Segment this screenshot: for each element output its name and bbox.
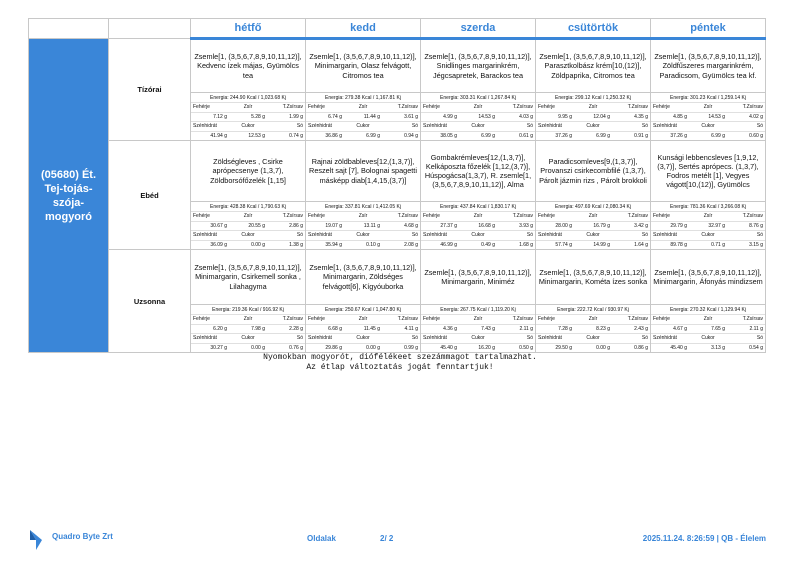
nutrient-value: 27.37 g: [421, 221, 459, 231]
nutrient-label: Szénhidrát: [191, 121, 229, 131]
nutrient-value: 2.11 g: [497, 324, 535, 334]
print-timestamp: 2025.11.24. 8:26:59 | QB - Élelem: [642, 534, 766, 543]
nutrient-label: Fehérje: [651, 211, 689, 221]
energy-value: Energia: 497.69 Kcal / 2,080.34 Kj: [536, 201, 650, 211]
header-blank: [29, 19, 109, 39]
nutrient-value: 7.12 g: [191, 112, 229, 122]
nutrient-label: Szénhidrát: [191, 333, 229, 343]
day-header: péntek: [651, 19, 766, 39]
nutrient-value: 0.00 g: [344, 343, 382, 353]
energy-value: Energia: 781.36 Kcal / 3,266.08 Kj: [651, 201, 765, 211]
nutrient-value: 16.20 g: [459, 343, 497, 353]
nutrient-label: Cukor: [459, 121, 497, 131]
energy-value: Energia: 301.23 Kcal / 1,259.14 Kj: [651, 92, 765, 102]
energy-value: Energia: 270.32 Kcal / 1,129.94 Kj: [651, 304, 765, 314]
nutrient-label: Szénhidrát: [421, 121, 459, 131]
nutrition-grid: [306, 314, 420, 352]
nutrient-value: 0.50 g: [497, 343, 535, 353]
nutrient-label: Cukor: [344, 333, 382, 343]
nutrient-label: Só: [267, 333, 305, 343]
nutrient-label: T.Zsírsav: [727, 102, 765, 112]
nutrient-value: 38.05 g: [421, 131, 459, 141]
nutrition-grid: [191, 102, 305, 140]
company-name: Quadro Byte Zrt: [52, 532, 113, 541]
nutrient-value: 19.07 g: [306, 221, 344, 231]
nutrient-value: 6.99 g: [689, 131, 727, 141]
nutrition-grid: [536, 102, 650, 140]
nutrient-label: Cukor: [459, 333, 497, 343]
nutrient-value: 11.45 g: [344, 324, 382, 334]
menu-cell: [536, 250, 651, 353]
nutrient-label: Só: [382, 121, 420, 131]
nutrient-value: 7.65 g: [689, 324, 727, 334]
nutrient-value: 6.99 g: [344, 131, 382, 141]
energy-value: Energia: 267.75 Kcal / 1,119.20 Kj: [421, 304, 535, 314]
nutrient-value: 6.20 g: [191, 324, 229, 334]
nutrient-value: 6.68 g: [306, 324, 344, 334]
nutrient-label: Zsír: [689, 211, 727, 221]
nutrient-label: Fehérje: [536, 211, 574, 221]
nutrient-label: Szénhidrát: [536, 121, 574, 131]
nutrient-value: 29.86 g: [306, 343, 344, 353]
quadro-byte-logo-icon: [28, 528, 44, 552]
nutrient-value: 35.94 g: [306, 240, 344, 250]
menu-cell: [191, 250, 306, 353]
nutrient-value: 20.55 g: [229, 221, 267, 231]
nutrient-label: Szénhidrát: [306, 333, 344, 343]
nutrient-value: 4.85 g: [651, 112, 689, 122]
nutrient-value: 36.09 g: [191, 240, 229, 250]
menu-cell: [191, 141, 306, 250]
nutrient-value: 0.71 g: [689, 240, 727, 250]
nutrient-label: Fehérje: [191, 102, 229, 112]
nutrient-value: 0.00 g: [574, 343, 612, 353]
nutrient-label: Cukor: [459, 230, 497, 240]
nutrient-label: Só: [382, 230, 420, 240]
nutrient-value: 7.28 g: [536, 324, 574, 334]
nutrient-label: T.Zsírsav: [382, 211, 420, 221]
menu-cell: [306, 141, 421, 250]
nutrient-value: 1.64 g: [612, 240, 650, 250]
menu-body: [29, 39, 766, 353]
nutrient-label: Cukor: [344, 121, 382, 131]
nutrient-value: 41.94 g: [191, 131, 229, 141]
nutrition-grid: [651, 102, 765, 140]
nutrient-value: 7.98 g: [229, 324, 267, 334]
nutrient-label: Szénhidrát: [536, 230, 574, 240]
food-description: Zsemle[1, (3,5,6,7,8,9,10,11,12)], Minimargarin, Olasz felvágott, Citromos tea: [309, 52, 417, 80]
nutrient-label: Zsír: [344, 211, 382, 221]
energy-value: Energia: 244.90 Kcal / 1,023.68 Kj: [191, 92, 305, 102]
nutrient-value: 4.99 g: [421, 112, 459, 122]
nutrient-value: 4.02 g: [727, 112, 765, 122]
nutrient-value: 0.10 g: [344, 240, 382, 250]
nutrient-value: 57.74 g: [536, 240, 574, 250]
energy-value: Energia: 219.36 Kcal / 916.92 Kj: [191, 304, 305, 314]
nutrient-value: 9.95 g: [536, 112, 574, 122]
nutrient-label: Fehérje: [421, 211, 459, 221]
nutrient-label: Cukor: [689, 230, 727, 240]
nutrient-value: 0.76 g: [267, 343, 305, 353]
nutrient-label: Szénhidrát: [421, 333, 459, 343]
day-header: szerda: [421, 19, 536, 39]
meal-name: Uzsonna: [109, 250, 191, 353]
menu-cell: [421, 141, 536, 250]
food-description: Zsemle[1, (3,5,6,7,8,9,10,11,12)], Minimargarin, Zöldséges felvágott[6], Kígyóuborka: [309, 263, 417, 291]
nutrient-value: 3.15 g: [727, 240, 765, 250]
header-blank: [109, 19, 191, 39]
food-description: Gombakrémleves[12,(1,3,7)], Kelkáposzta főzelék [1,12,(3,7)], Húspogácsa(1,3,7), R. zsemle[1, (3,5,6,7,8,9,10,11,12)], Alma: [424, 152, 532, 190]
nutrient-label: Só: [382, 333, 420, 343]
nutrient-value: 3.13 g: [689, 343, 727, 353]
food-description: Zsemle[1, (3,5,6,7,8,9,10,11,12)], Parasztkolbász krém[10,(12)], Zöldpaprika, Citromos tea: [539, 52, 647, 80]
nutrient-label: Só: [612, 333, 650, 343]
nutrient-value: 12.04 g: [574, 112, 612, 122]
nutrient-label: Cukor: [229, 230, 267, 240]
nutrient-value: 0.60 g: [727, 131, 765, 141]
nutrient-label: Só: [612, 230, 650, 240]
energy-value: Energia: 222.72 Kcal / 930.97 Kj: [536, 304, 650, 314]
nutrient-value: 2.43 g: [612, 324, 650, 334]
nutrient-label: Szénhidrát: [651, 121, 689, 131]
nutrient-label: T.Zsírsav: [497, 102, 535, 112]
nutrient-value: 0.94 g: [382, 131, 420, 141]
nutrient-label: Zsír: [574, 102, 612, 112]
meal-row: [29, 250, 766, 353]
energy-value: Energia: 250.67 Kcal / 1,047.80 Kj: [306, 304, 420, 314]
nutrient-label: Cukor: [574, 121, 612, 131]
nutrient-label: T.Zsírsav: [267, 314, 305, 324]
nutrient-value: 5.28 g: [229, 112, 267, 122]
nutrient-value: 3.61 g: [382, 112, 420, 122]
nutrient-label: Szénhidrát: [306, 121, 344, 131]
nutrient-value: 4.67 g: [651, 324, 689, 334]
nutrient-label: Fehérje: [421, 314, 459, 324]
nutrient-label: Fehérje: [536, 314, 574, 324]
allergen-note: Nyomokban mogyorót, diófélékeet szezámmagot tartalmazhat.: [263, 353, 537, 362]
nutrient-value: 11.44 g: [344, 112, 382, 122]
nutrient-label: T.Zsírsav: [612, 211, 650, 221]
nutrient-label: Zsír: [344, 314, 382, 324]
nutrient-value: 29.50 g: [536, 343, 574, 353]
diet-name: (05680) Ét. Tej-tojás-szója-mogyoró: [29, 39, 109, 353]
food-description: Kunsági lebbencsleves [1,9,12,(3,7)], Sertés aprópecs. (1,3,7), Fodros metélt [1], Vegyes vágott[10,(12)], Gyümölcs: [657, 152, 759, 190]
nutrient-value: 14.99 g: [574, 240, 612, 250]
nutrition-grid: [191, 314, 305, 352]
nutrient-label: Fehérje: [651, 314, 689, 324]
nutrient-value: 30.27 g: [191, 343, 229, 353]
nutrient-value: 8.76 g: [727, 221, 765, 231]
change-note: Az étlap változtatás jogát fenntartjuk!: [306, 363, 494, 372]
food-description: Zsemle[1, (3,5,6,7,8,9,10,11,12)], Zöldfűszeres margarinkrém, Paradicsom, Gyümölcs tea kf.: [654, 52, 762, 80]
day-header: kedd: [306, 19, 421, 39]
nutrient-value: 37.26 g: [651, 131, 689, 141]
nutrient-label: Só: [497, 230, 535, 240]
nutrient-value: 36.86 g: [306, 131, 344, 141]
meal-row: [29, 39, 766, 141]
nutrient-label: Fehérje: [306, 102, 344, 112]
weekly-menu-table: [28, 18, 766, 353]
nutrient-value: 2.11 g: [727, 324, 765, 334]
nutrient-label: Só: [497, 121, 535, 131]
food-description: Zsemle[1, (3,5,6,7,8,9,10,11,12)], Kedvenc ízek májas, Gyümölcs tea: [194, 52, 302, 80]
nutrient-value: 1.38 g: [267, 240, 305, 250]
nutrient-label: Zsír: [574, 314, 612, 324]
menu-cell: [306, 250, 421, 353]
food-description: Zsemle[1, (3,5,6,7,8,9,10,11,12)], Minimargarin, Áfonyás mindizsem: [653, 267, 763, 286]
nutrient-value: 4.03 g: [497, 112, 535, 122]
food-description: Zsemle[1, (3,5,6,7,8,9,10,11,12)], Minimargarin, Kométa ízes sonka: [538, 267, 648, 286]
nutrient-value: 0.00 g: [229, 240, 267, 250]
food-description: Zsemle[1, (3,5,6,7,8,9,10,11,12)], Minimargarin, Miniméz: [424, 267, 532, 286]
nutrient-value: 37.26 g: [536, 131, 574, 141]
nutrient-value: 45.40 g: [651, 343, 689, 353]
nutrition-grid: [306, 102, 420, 140]
nutrient-label: Só: [612, 121, 650, 131]
nutrient-label: Cukor: [574, 333, 612, 343]
nutrient-label: Cukor: [229, 333, 267, 343]
nutrient-value: 0.54 g: [727, 343, 765, 353]
nutrient-label: Só: [727, 121, 765, 131]
menu-cell: [421, 39, 536, 141]
nutrient-label: Cukor: [574, 230, 612, 240]
food-description: Zöldségleves , Csirke aprópecsenye (1,3,7), Zöldborsófőzelék [1,15]: [210, 157, 286, 185]
nutrition-grid: [421, 102, 535, 140]
nutrient-value: 45.40 g: [421, 343, 459, 353]
nutrient-value: 0.99 g: [382, 343, 420, 353]
nutrient-value: 16.68 g: [459, 221, 497, 231]
nutrient-label: T.Zsírsav: [497, 211, 535, 221]
nutrition-grid: [536, 314, 650, 352]
nutrient-value: 89.78 g: [651, 240, 689, 250]
food-description: Zsemle[1, (3,5,6,7,8,9,10,11,12)], Snidlinges margarinkrém, Jégcsapretek, Barackos tea: [424, 52, 532, 80]
nutrient-value: 12.53 g: [229, 131, 267, 141]
nutrient-label: Szénhidrát: [651, 230, 689, 240]
nutrient-value: 28.00 g: [536, 221, 574, 231]
nutrient-label: T.Zsírsav: [267, 211, 305, 221]
nutrient-label: Szénhidrát: [421, 230, 459, 240]
nutrient-label: Fehérje: [306, 211, 344, 221]
nutrient-label: Só: [267, 230, 305, 240]
nutrient-value: 0.00 g: [229, 343, 267, 353]
nutrient-value: 1.68 g: [497, 240, 535, 250]
nutrient-label: Szénhidrát: [306, 230, 344, 240]
nutrient-value: 0.74 g: [267, 131, 305, 141]
energy-value: Energia: 337.81 Kcal / 1,412.05 Kj: [306, 201, 420, 211]
nutrient-label: Zsír: [689, 314, 727, 324]
nutrient-label: Fehérje: [651, 102, 689, 112]
nutrient-value: 0.86 g: [612, 343, 650, 353]
nutrient-value: 0.49 g: [459, 240, 497, 250]
nutrient-value: 4.11 g: [382, 324, 420, 334]
nutrient-label: T.Zsírsav: [497, 314, 535, 324]
nutrient-label: Zsír: [229, 211, 267, 221]
nutrient-label: Fehérje: [421, 102, 459, 112]
nutrient-label: T.Zsírsav: [727, 314, 765, 324]
nutrient-value: 3.93 g: [497, 221, 535, 231]
nutrient-value: 2.28 g: [267, 324, 305, 334]
menu-cell: [306, 39, 421, 141]
menu-cell: [651, 141, 766, 250]
meal-row: [29, 141, 766, 250]
nutrient-label: Zsír: [459, 211, 497, 221]
energy-value: Energia: 437.84 Kcal / 1,830.17 Kj: [421, 201, 535, 211]
nutrient-label: T.Zsírsav: [267, 102, 305, 112]
nutrient-label: Só: [727, 333, 765, 343]
nutrient-value: 3.42 g: [612, 221, 650, 231]
nutrient-value: 32.97 g: [689, 221, 727, 231]
nutrition-grid: [421, 211, 535, 249]
nutrient-label: Só: [267, 121, 305, 131]
nutrient-value: 0.91 g: [612, 131, 650, 141]
energy-value: Energia: 303.31 Kcal / 1,267.84 Kj: [421, 92, 535, 102]
day-header: csütörtök: [536, 19, 651, 39]
nutrient-label: T.Zsírsav: [612, 314, 650, 324]
nutrient-label: Szénhidrát: [536, 333, 574, 343]
day-header: hétfő: [191, 19, 306, 39]
page-number: 2/ 2: [380, 534, 394, 543]
nutrient-label: Zsír: [459, 102, 497, 112]
nutrient-value: 30.67 g: [191, 221, 229, 231]
nutrient-label: Zsír: [574, 211, 612, 221]
menu-cell: [191, 39, 306, 141]
nutrient-value: 14.53 g: [459, 112, 497, 122]
nutrient-value: 14.53 g: [689, 112, 727, 122]
nutrient-value: 4.35 g: [612, 112, 650, 122]
nutrient-label: T.Zsírsav: [382, 102, 420, 112]
menu-cell: [536, 39, 651, 141]
energy-value: Energia: 428.38 Kcal / 1,790.63 Kj: [191, 201, 305, 211]
nutrient-value: 2.08 g: [382, 240, 420, 250]
nutrient-label: T.Zsírsav: [727, 211, 765, 221]
nutrition-grid: [306, 211, 420, 249]
menu-cell: [536, 141, 651, 250]
menu-cell: [651, 250, 766, 353]
nutrient-label: Cukor: [689, 121, 727, 131]
food-description: Paradicsomleves[9,(1,3,7)], Provanszi csirkecombfilé (1,3,7), Párolt jázmin rizs , Párolt brokkoli: [539, 157, 647, 185]
meal-name: Ebéd: [109, 141, 191, 250]
nutrient-value: 8.23 g: [574, 324, 612, 334]
nutrient-label: Zsír: [689, 102, 727, 112]
nutrient-value: 6.99 g: [459, 131, 497, 141]
nutrient-label: Só: [727, 230, 765, 240]
nutrition-grid: [536, 211, 650, 249]
food-description: Zsemle[1, (3,5,6,7,8,9,10,11,12)], Minimargarin, Csirkemell sonka , Lilahagyma: [194, 263, 302, 291]
nutrient-value: 2.86 g: [267, 221, 305, 231]
nutrient-value: 29.79 g: [651, 221, 689, 231]
nutrient-value: 6.99 g: [574, 131, 612, 141]
nutrient-label: Só: [497, 333, 535, 343]
nutrient-label: T.Zsírsav: [612, 102, 650, 112]
nutrient-value: 1.99 g: [267, 112, 305, 122]
nutrient-value: 6.74 g: [306, 112, 344, 122]
nutrient-value: 4.36 g: [421, 324, 459, 334]
nutrient-label: Fehérje: [306, 314, 344, 324]
pages-label: Oldalak: [307, 534, 336, 543]
nutrition-grid: [651, 211, 765, 249]
menu-cell: [421, 250, 536, 353]
nutrition-grid: [421, 314, 535, 352]
meal-name: Tízórai: [109, 39, 191, 141]
nutrient-value: 0.61 g: [497, 131, 535, 141]
nutrient-value: 13.11 g: [344, 221, 382, 231]
nutrient-label: Zsír: [229, 102, 267, 112]
menu-cell: [651, 39, 766, 141]
food-description: Rajnai zöldbableves[12,(1,3,7)], Reszelt sajt [7], Bolognai spagetti másképp diab[1,4,15,(3,7)]: [309, 157, 417, 185]
nutrient-label: Cukor: [689, 333, 727, 343]
nutrient-label: Fehérje: [536, 102, 574, 112]
nutrient-value: 46.99 g: [421, 240, 459, 250]
nutrition-grid: [191, 211, 305, 249]
nutrient-label: Zsír: [229, 314, 267, 324]
nutrient-label: Szénhidrát: [651, 333, 689, 343]
nutrient-value: 16.79 g: [574, 221, 612, 231]
day-header-row: [29, 19, 766, 39]
nutrient-value: 7.43 g: [459, 324, 497, 334]
energy-value: Energia: 299.12 Kcal / 1,250.32 Kj: [536, 92, 650, 102]
nutrient-label: T.Zsírsav: [382, 314, 420, 324]
nutrient-label: Fehérje: [191, 211, 229, 221]
nutrient-label: Cukor: [344, 230, 382, 240]
nutrient-label: Szénhidrát: [191, 230, 229, 240]
nutrient-label: Zsír: [459, 314, 497, 324]
nutrient-label: Fehérje: [191, 314, 229, 324]
nutrient-label: Zsír: [344, 102, 382, 112]
nutrition-grid: [651, 314, 765, 352]
energy-value: Energia: 279.38 Kcal / 1,167.81 Kj: [306, 92, 420, 102]
nutrient-label: Cukor: [229, 121, 267, 131]
nutrient-value: 4.68 g: [382, 221, 420, 231]
